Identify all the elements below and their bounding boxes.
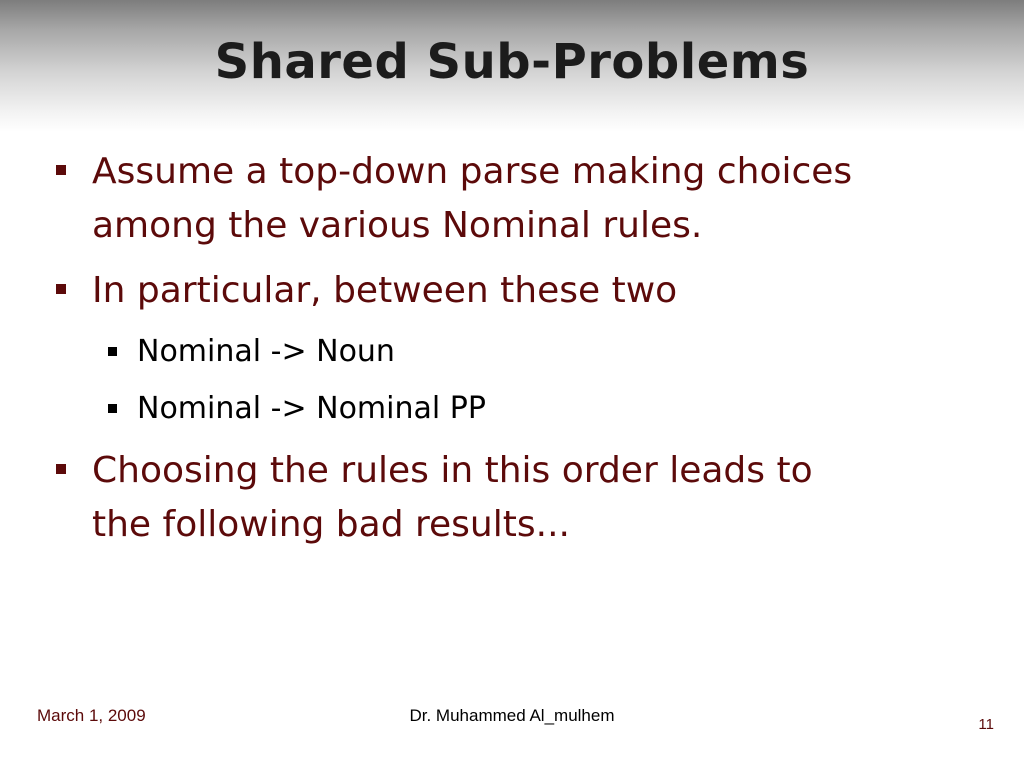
slide-title: Shared Sub-Problems: [214, 34, 810, 90]
square-bullet-icon: [56, 165, 66, 175]
square-bullet-icon: [108, 404, 117, 413]
square-bullet-icon: [56, 284, 66, 294]
square-bullet-icon: [108, 347, 117, 356]
sub-bullet-text: Nominal -> Nominal PP: [137, 391, 486, 426]
bullet-item: [56, 145, 976, 253]
sub-bullet-item: [108, 389, 968, 429]
footer-date: March 1, 2009: [37, 706, 146, 725]
bullet-text: Choosing the rules in this order leads to: [92, 450, 813, 491]
bullet-text: In particular, between these two: [92, 270, 678, 311]
sub-bullet-item: [108, 332, 968, 372]
bullet-item: [56, 444, 976, 552]
footer-author: Dr. Muhammed Al_mulhem: [409, 706, 615, 725]
bullet-item: [56, 264, 976, 318]
sub-bullet-text: Nominal -> Noun: [137, 334, 395, 369]
bullet-text: the following bad results...: [92, 504, 570, 545]
bullet-text: Assume a top-down parse making choices: [92, 151, 853, 192]
square-bullet-icon: [56, 464, 66, 474]
slide-number: 11: [978, 716, 994, 733]
bullet-text: among the various Nominal rules.: [92, 205, 703, 246]
